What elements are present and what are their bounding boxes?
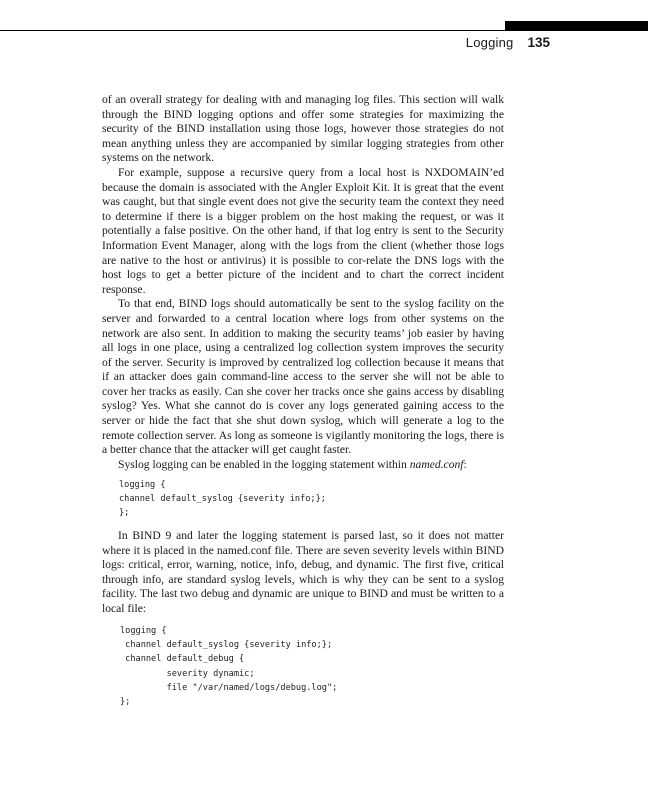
body-text bbox=[102, 93, 504, 472]
paragraph-syslog-intro bbox=[102, 458, 504, 473]
running-head bbox=[430, 35, 550, 55]
paragraph-severity-levels: In BIND 9 and later the logging statement is parsed last, so it does not matter where it is placed in the named.conf file. There are seven severity levels within BIND logs: critical, error, warning, notice, info, debug, and dynamic. The first five, critical through info, are standard syslog levels, which is why they can be sent to a syslog facility. The last two debug and dynamic are unique to BIND and must be written to a local file: bbox=[102, 529, 504, 615]
paragraph-2: For example, suppose a recursive query from a local host is NXDOMAIN’ed because the domain is associated with the Angler Exploit Kit. It is great that the event was caught, but that single event does not give the security team the context they need to determine if there is a bigger problem on the host making the request, or was it potentially a false positive. On the other hand, if that log entry is sent to the Security Information Event Manager, along with the logs from the client (whether those logs are native to the host or antivirus) it is possible to cor-relate the DNS logs with the host logs to get a better picture of the incident and to chart the correct incident response. bbox=[102, 165, 504, 296]
filename-named-conf: named.conf bbox=[409, 457, 464, 471]
section-title: Logging bbox=[465, 35, 514, 50]
syslog-intro-text: Syslog logging can be enabled in the logging statement within bbox=[118, 457, 410, 471]
header-rule bbox=[0, 30, 648, 31]
paragraph-3: To that end, BIND logs should automatically be sent to the syslog facility on the server and forwarded to a central location where logs from other systems on the network are also sent. In addition to making the security teams’ job easier by having all logs in one place, using a centralized log collection system improves the security of the server. Security is improved by centralized log collection because it means that if an attacker does gain command-line access to the server she will not be able to cover her tracks as easily. Can she cover her tracks once she gains access by disabling syslog? Yes. What she cannot do is cover any logs generated gaining access to the server or hide the fact that she shut down syslog, which will generate a log to the remote collection server. As long as someone is vigilantly monitoring the logs, there is a better chance that the attacker will get caught faster. bbox=[102, 297, 504, 457]
code-block-debug: logging { channel default_syslog {severity info;}; channel default_debug { severity dynamic; file "/var/named/logs/debug.log"; }; bbox=[120, 626, 338, 708]
syslog-intro-colon: : bbox=[463, 457, 467, 471]
code-block-syslog: logging { channel default_syslog {severity info;}; }; bbox=[119, 480, 326, 519]
paragraph-1: of an overall strategy for dealing with and managing log files. This section will walk through the BIND logging options and offer some strategies for maximizing the security of the BIND installation using those logs, however those strategies do not mean anything unless they are accompanied by similar logging strategies from other systems on the network. bbox=[102, 93, 504, 165]
page-number: 135 bbox=[527, 35, 550, 50]
